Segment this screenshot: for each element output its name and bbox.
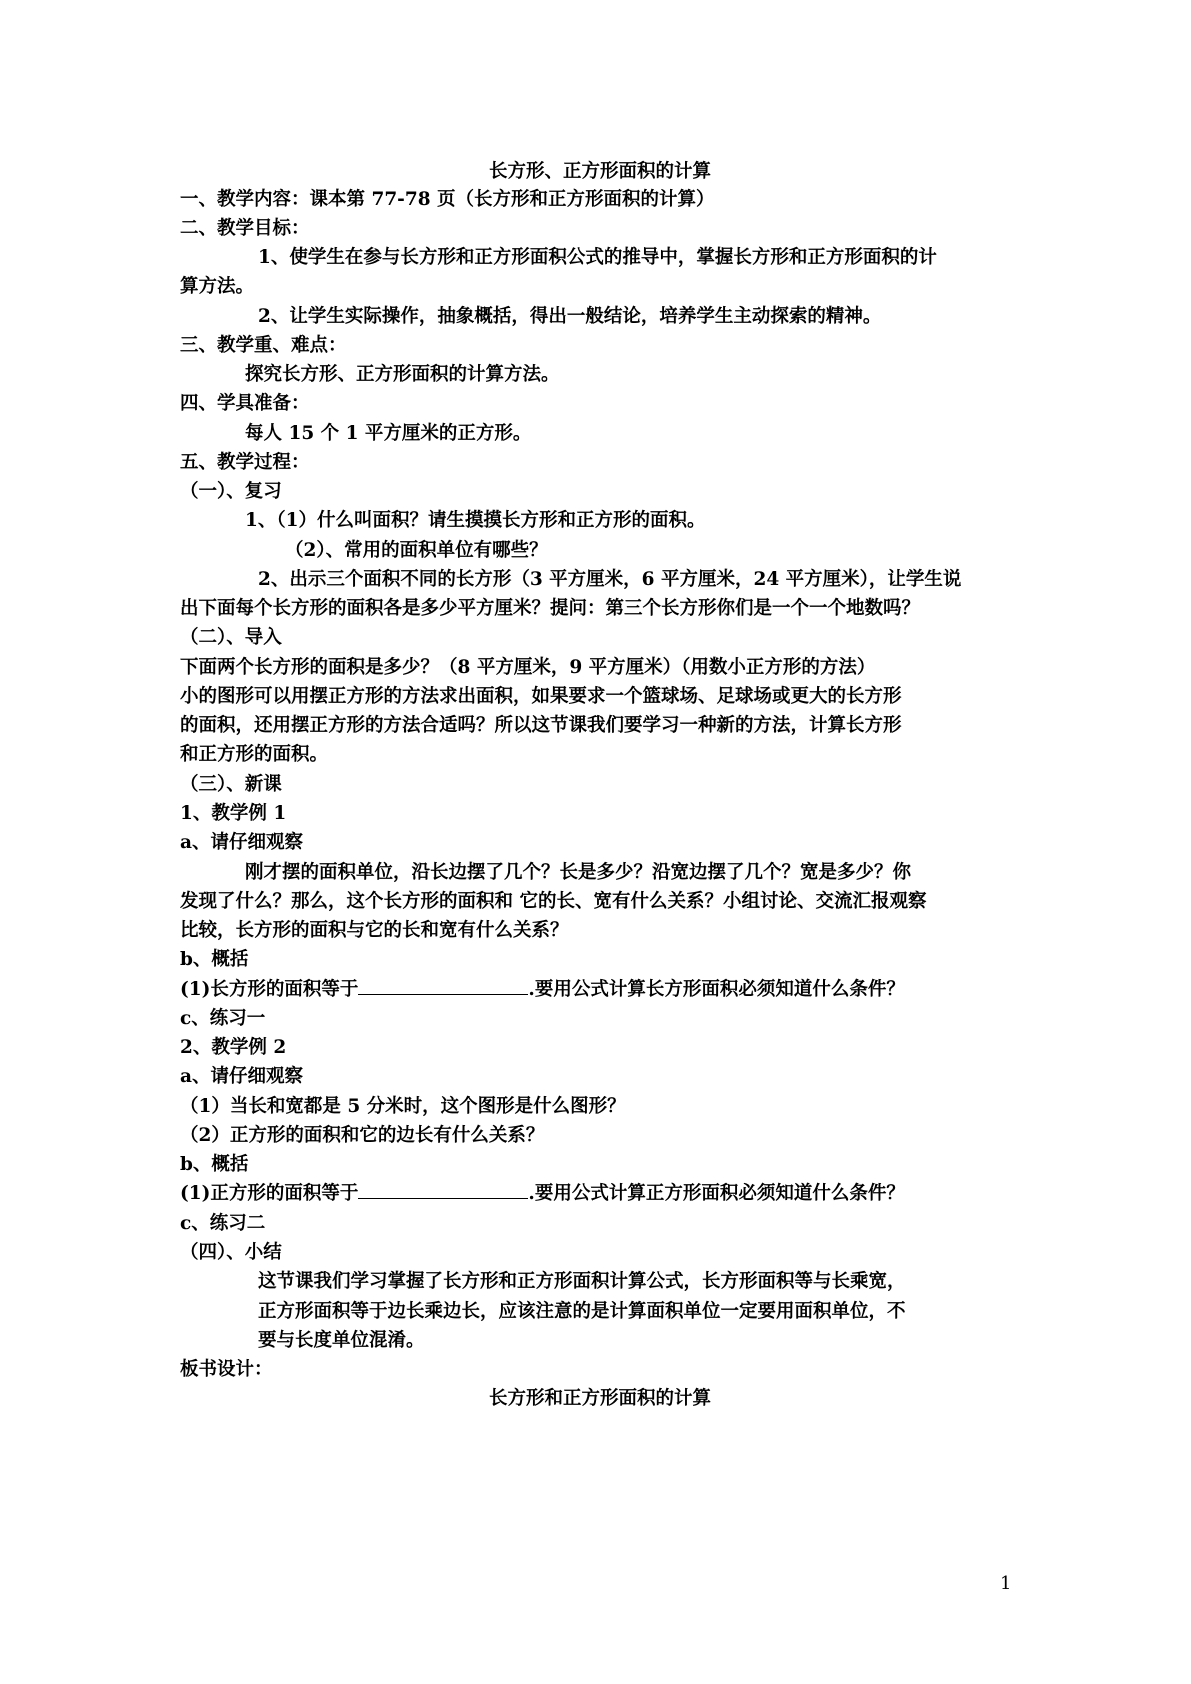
- review-question-1: 1、（1）什么叫面积？请生摸摸长方形和正方形的面积。: [245, 510, 706, 531]
- square-formula-prefix: (1)正方形的面积等于: [180, 1183, 359, 1204]
- example-1-text-1: 刚才摆的面积单位，沿长边摆了几个？长是多少？沿宽边摆了几个？宽是多少？你: [245, 862, 912, 883]
- intro-line-2: 小的图形可以用摆正方形的方法求出面积，如果要求一个篮球场、足球场或更大的长方形: [180, 686, 902, 707]
- materials-text: 每人 15 个 1 平方厘米的正方形。: [245, 423, 532, 444]
- square-formula-suffix: .要用公式计算正方形面积必须知道什么条件？: [528, 1183, 905, 1204]
- rectangle-formula: [180, 974, 1020, 1006]
- example-2-question-2: （2）正方形的面积和它的边长有什么关系？: [180, 1125, 545, 1146]
- exercise-1: c、练习一: [180, 1008, 266, 1029]
- section-materials: 四、学具准备：: [180, 393, 310, 414]
- part-summary: （四）、小结: [180, 1242, 282, 1263]
- review-question-3-line-1: 2、出示三个面积不同的长方形（3 平方厘米，6 平方厘米，24 平方厘米），让学生说: [258, 569, 962, 590]
- intro-line-1: 下面两个长方形的面积是多少？（8 平方厘米，9 平方厘米）（用数小正方形的方法）: [180, 657, 876, 678]
- goal-2: 2、让学生实际操作，抽象概括，得出一般结论，培养学生主动探索的精神。: [258, 306, 882, 327]
- example-1-text-3: 比较，长方形的面积与它的长和宽有什么关系？: [180, 920, 569, 941]
- part-new-lesson: （三）、新课: [180, 774, 282, 795]
- goal-1-line-1: 1、使学生在参与长方形和正方形面积公式的推导中，掌握长方形和正方形面积的计: [258, 247, 937, 268]
- review-question-2: （2）、常用的面积单位有哪些？: [285, 540, 548, 561]
- example-1-text-2: 发现了什么？那么，这个长方形的面积和 它的长、宽有什么关系？小组讨论、交流汇报观察: [180, 891, 927, 912]
- example-1-summary: b、概括: [180, 949, 249, 970]
- example-2-observe: a、请仔细观察: [180, 1066, 303, 1087]
- square-formula-blank: [358, 1178, 528, 1199]
- example-1-heading: 1、教学例 1: [180, 803, 287, 824]
- board-design-title: 长方形和正方形面积的计算: [488, 1388, 711, 1409]
- example-2-question-1: （1）当长和宽都是 5 分米时，这个图形是什么图形？: [180, 1096, 626, 1117]
- example-2-heading: 2、教学例 2: [180, 1037, 287, 1058]
- rectangle-formula-suffix: .要用公式计算长方形面积必须知道什么条件？: [528, 979, 905, 1000]
- summary-line-3: 要与长度单位混淆。: [258, 1330, 425, 1351]
- section-teaching-goals: 二、教学目标：: [180, 218, 310, 239]
- section-key-points: 三、教学重、难点：: [180, 335, 347, 356]
- example-1-observe: a、请仔细观察: [180, 832, 303, 853]
- summary-line-2: 正方形面积等于边长乘边长，应该注意的是计算面积单位一定要用面积单位，不: [258, 1301, 906, 1322]
- review-question-3-line-2: 出下面每个长方形的面积各是多少平方厘米？提问：第三个长方形你们是一个一个地数吗？: [180, 598, 921, 619]
- key-points-text: 探究长方形、正方形面积的计算方法。: [245, 364, 560, 385]
- intro-line-3: 的面积，还用摆正方形的方法合适吗？所以这节课我们要学习一种新的方法，计算长方形: [180, 715, 902, 736]
- rectangle-formula-blank: [358, 974, 528, 995]
- intro-line-4: 和正方形的面积。: [180, 744, 329, 765]
- rectangle-formula-prefix: (1)长方形的面积等于: [180, 979, 359, 1000]
- part-introduction: （二）、导入: [180, 627, 282, 648]
- summary-line-1: 这节课我们学习掌握了长方形和正方形面积计算公式，长方形面积等与长乘宽，: [258, 1271, 906, 1292]
- board-design-label: 板书设计：: [180, 1359, 273, 1380]
- section-process: 五、教学过程：: [180, 452, 310, 473]
- section-teaching-content: 一、教学内容：课本第 77-78 页（长方形和正方形面积的计算）: [180, 189, 715, 210]
- exercise-2: c、练习二: [180, 1213, 266, 1234]
- example-2-summary: b、概括: [180, 1154, 249, 1175]
- goal-1-line-2: 算方法。: [180, 276, 255, 297]
- part-review: （一）、复习: [180, 481, 282, 502]
- square-formula: [180, 1178, 1020, 1210]
- page-number: 1: [1000, 1573, 1012, 1594]
- page-title: 长方形、正方形面积的计算: [488, 161, 711, 182]
